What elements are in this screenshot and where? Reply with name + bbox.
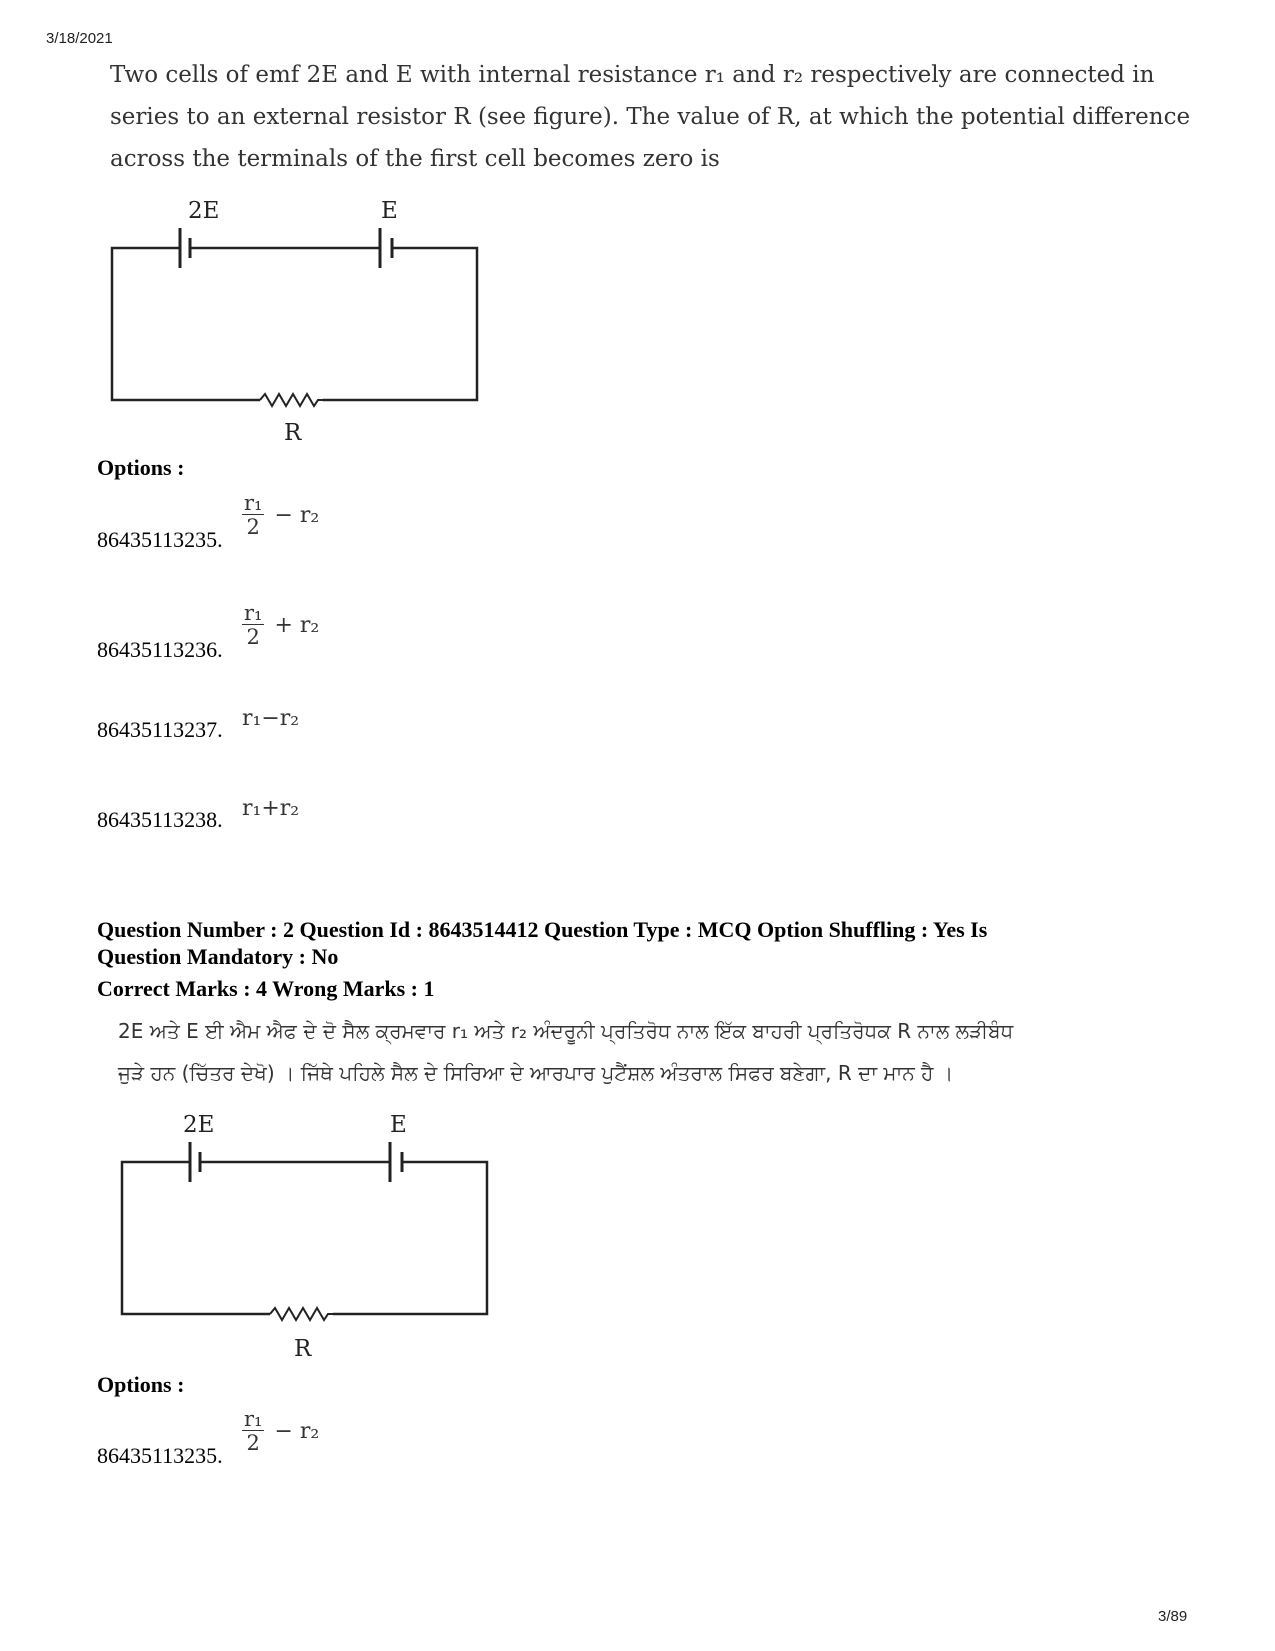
option-c[interactable] xyxy=(97,706,299,743)
circuit-wires xyxy=(112,248,477,400)
question2-meta xyxy=(97,916,987,1002)
option-id: 86435113235. xyxy=(97,527,223,552)
cell1-symbol xyxy=(190,1142,200,1182)
option-a[interactable]: 86435113235. $\frac{\text{r₁}}{2}$ − r₂ xyxy=(97,1407,320,1468)
cell2-symbol xyxy=(390,1142,402,1182)
cell2-label: E xyxy=(390,1112,407,1138)
question2-meta-line: Question Mandatory : No xyxy=(97,944,339,969)
option-b[interactable]: 86435113236. $\frac{\text{r₁}}{2}$ + r₂ xyxy=(97,601,320,662)
circuit-diagram-q1 xyxy=(100,190,500,460)
page-number: 3/89 xyxy=(1158,1608,1188,1625)
options-heading: Options : xyxy=(97,1372,185,1397)
option-a[interactable]: 86435113235. $\frac{\text{r₁}}{2}$ − r₂ xyxy=(97,491,320,552)
resistor-label: R xyxy=(284,420,302,446)
fraction: $\frac{\text{r₁}}{2}$ xyxy=(244,1407,263,1455)
circuit-diagram-q2 xyxy=(110,1104,510,1374)
cell1-symbol xyxy=(180,228,190,268)
question1-line: series to an external resistor R (see figure). The value of R, at which the potential difference xyxy=(110,104,1191,130)
cell1-label: 2E xyxy=(188,198,220,224)
option-id: 86435113237. xyxy=(97,717,223,742)
fraction: $\frac{\text{r₁}}{2}$ xyxy=(244,491,263,539)
question2-line: ਜੁੜੇ ਹਨ (ਚਿੱਤਰ ਦੇਖੋ) । ਜਿੱਥੇ ਪਹਿਲੇ ਸੈਲ ਦੇ ਸਿਰਿਆ ਦੇ ਆਰਪਾਰ ਪੁਟੈਂਸ਼ਲ ਅੰਤਰਾਲ ਸਿਫਰ ਬਣੇਗਾ, R ਦਾ ਮਾਨ ਹੈ । xyxy=(118,1061,954,1085)
circuit-wires xyxy=(122,1162,487,1314)
option-id: 86435113236. xyxy=(97,637,223,662)
option-d[interactable] xyxy=(97,796,299,833)
question2-text xyxy=(118,1010,1013,1094)
resistor-symbol xyxy=(270,1308,333,1320)
option-expression: r₁+r₂ xyxy=(242,796,300,821)
page-date: 3/18/2021 xyxy=(46,30,113,47)
option-id: 86435113238. xyxy=(97,807,223,832)
question1-line: Two cells of emf 2E and E with internal resistance r₁ and r₂ respectively are connected in xyxy=(110,62,1155,88)
question1-line: across the terminals of the first cell becomes zero is xyxy=(110,146,720,172)
cell2-label: E xyxy=(381,198,398,224)
cell1-label: 2E xyxy=(183,1112,215,1138)
question2-meta-line: Question Number : 2 Question Id : 8643514412 Question Type : MCQ Option Shuffling : Yes Is xyxy=(97,917,988,942)
cell2-symbol xyxy=(380,228,392,268)
options-heading: Options : xyxy=(97,455,185,480)
option-expression: r₁−r₂ xyxy=(242,706,300,731)
fraction: $\frac{\text{r₁}}{2}$ xyxy=(244,601,263,649)
resistor-label: R xyxy=(294,1336,312,1362)
question2-line: 2E ਅਤੇ E ਈ ਐਮ ਐਫ ਦੇ ਦੋ ਸੈਲ ਕ੍ਰਮਵਾਰ r₁ ਅਤੇ r₂ ਅੰਦਰੂਨੀ ਪ੍ਰਤਿਰੋਧ ਨਾਲ ਇੱਕ ਬਾਹਰੀ ਪ੍ਰਤਿਰੋਧਕ R ਨਾਲ ਲੜੀਬੰਧ xyxy=(118,1019,1014,1043)
option-id: 86435113235. xyxy=(97,1443,223,1468)
resistor-symbol xyxy=(260,394,323,406)
question2-marks: Correct Marks : 4 Wrong Marks : 1 xyxy=(97,976,435,1001)
question1-text xyxy=(110,54,1190,180)
